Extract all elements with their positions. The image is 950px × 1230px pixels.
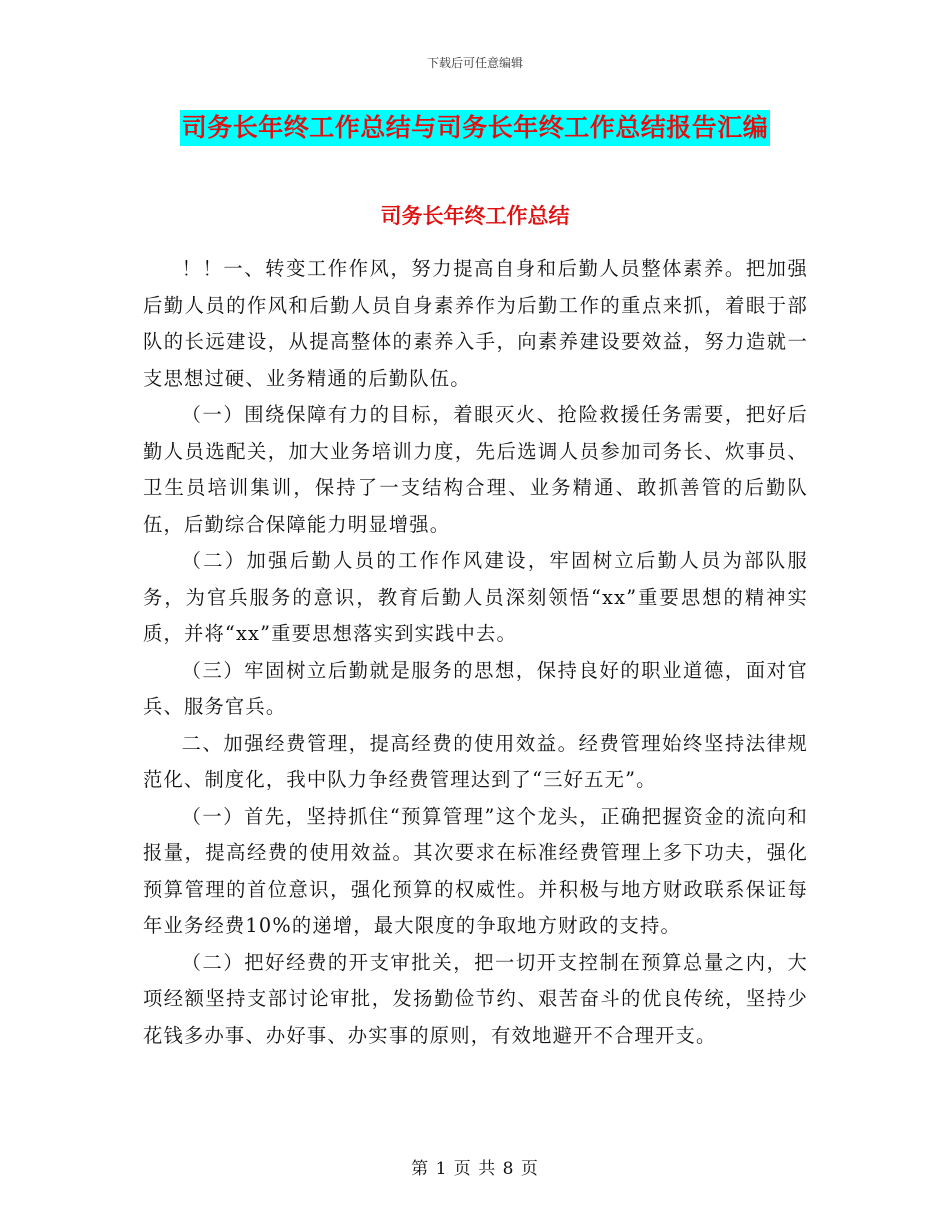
paragraph: （一）围绕保障有力的目标，着眼灭火、抢险救援任务需要，把好后勤人员选配关，加大业务培训力度，先后选调人员参加司务长、炊事员、卫生员培训集训，保持了一支结构合理、业务精通、敢抓善管的后勤队伍，后勤综合保障能力明显增强。 [143,403,808,536]
header-note: 下载后可任意编辑 [426,56,523,70]
page-number: 第 1 页 共 8 页 [411,1159,539,1179]
paragraph: （二）把好经费的开支审批关，把一切开支控制在预算总量之内，大项经额坚持支部讨论审批，发扬勤俭节约、艰苦奋斗的优良传统，坚持少花钱多办事、办好事、办实事的原则，有效地避开不合理开支。 [143,950,808,1047]
paragraph: （二）加强后勤人员的工作作风建设，牢固树立后勤人员为部队服务，为官兵服务的意识，教育后勤人员深刻领悟“xx”重要思想的精神实质，并将“xx”重要思想落实到实践中去。 [143,549,808,645]
paragraph: （一）首先，坚持抓住“预算管理”这个龙头，正确把握资金的流向和报量，提高经费的使用效益。其次要求在标准经费管理上多下功夫，强化预算管理的首位意识，强化预算的权威性。并积极与地方财政联系保证每年业务经费10%的递增，最大限度的争取地方财政的支持。 [143,804,808,937]
paragraph: （三）牢固树立后勤就是服务的思想，保持良好的职业道德，面对官兵、服务官兵。 [143,658,808,718]
section-title: 司务长年终工作总结 [380,204,570,228]
paragraph: 二、加强经费管理，提高经费的使用效益。经费管理始终坚持法律规范化、制度化，我中队力争经费管理达到了“三好五无”。 [143,731,808,791]
document-body [143,251,808,1054]
paragraph: ！！一、转变工作作风，努力提高自身和后勤人员整体素养。把加强后勤人员的作风和后勤人员自身素养作为后勤工作的重点来抓，着眼于部队的长远建设，从提高整体的素养入手，向素养建设要效益，努力造就一支思想过硬、业务精通的后勤队伍。 [143,257,808,390]
main-title-container [0,110,950,146]
main-title: 司务长年终工作总结与司务长年终工作总结报告汇编 [180,110,771,146]
